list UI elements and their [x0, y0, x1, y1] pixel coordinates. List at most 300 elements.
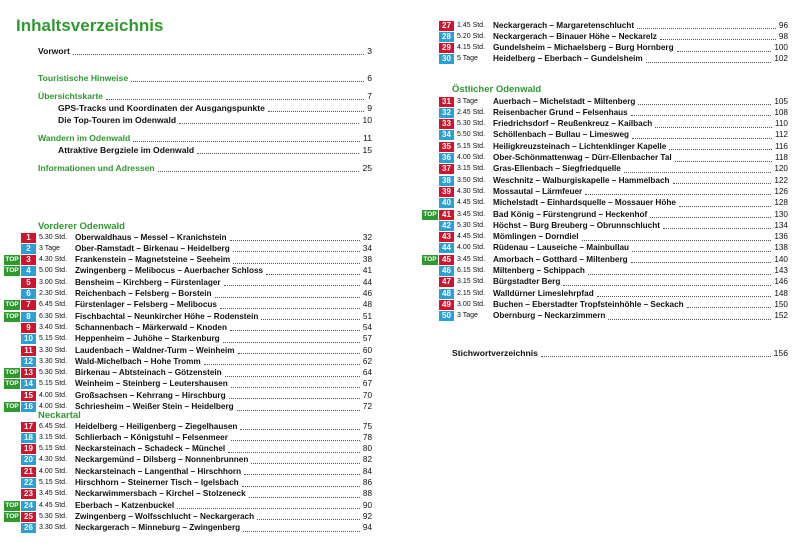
- tour-number-badge: 16: [21, 402, 36, 412]
- tour-route: Hirschhorn – Steinerner Tisch – Igelsbach: [75, 478, 239, 487]
- toc-entry[interactable]: [58, 103, 372, 114]
- tour-page: 88: [362, 489, 372, 499]
- tour-number-badge: 7: [21, 300, 36, 310]
- tour-duration: 3 Tage: [457, 312, 478, 320]
- tour-number-badge: 38: [439, 176, 454, 186]
- tour-number-badge: 11: [21, 346, 36, 356]
- tour-page: 140: [774, 254, 788, 264]
- tour-entry[interactable]: [422, 299, 788, 310]
- tour-number-badge: 42: [439, 221, 454, 231]
- tour-page: 108: [774, 107, 788, 117]
- tour-number-badge: 27: [439, 21, 454, 31]
- tour-page: 146: [774, 277, 788, 287]
- tour-duration: 3.45 Std.: [457, 255, 486, 263]
- tour-route: Auerbach – Michelstadt – Miltenberg: [493, 96, 636, 106]
- leader-dots: [637, 28, 776, 29]
- tour-page: 82: [362, 455, 372, 465]
- tour-duration: 3.40 Std.: [39, 323, 68, 331]
- tour-number-badge: 25: [21, 512, 36, 522]
- tour-entry[interactable]: [4, 345, 372, 356]
- tour-number-badge: 48: [439, 289, 454, 299]
- tour-entry[interactable]: [422, 288, 788, 299]
- tour-route: Ober-Schönmattenwag – Dürr-Ellenbacher Tal: [493, 153, 672, 162]
- leader-dots: [215, 297, 360, 298]
- top-tour-badge: TOP: [5, 369, 19, 377]
- toc-entry-label: Übersichtskarte: [38, 91, 103, 101]
- leader-dots: [231, 387, 360, 388]
- tour-number-badge: 15: [21, 391, 36, 401]
- leader-dots: [631, 262, 772, 263]
- tour-route: Neckargemünd – Dilsberg – Nonnenbrunnen: [75, 455, 249, 465]
- tour-number-badge: 28: [439, 32, 454, 42]
- tour-number-badge: 30: [439, 54, 454, 64]
- leader-dots: [238, 353, 360, 354]
- tour-page: 136: [774, 232, 788, 242]
- tour-entry[interactable]: [4, 266, 372, 277]
- tour-entry[interactable]: [4, 390, 372, 401]
- tour-number-badge: 2: [21, 244, 36, 254]
- tour-entry[interactable]: [422, 43, 788, 54]
- tour-duration: 6.45 Std.: [39, 422, 68, 430]
- tour-route: Zwingenberg – Wolfsschlucht – Neckargerach: [75, 511, 255, 521]
- leader-dots: [268, 111, 364, 112]
- tour-duration: 6.15 Std.: [457, 267, 486, 274]
- tour-route: Gundelsheim – Michaelsberg – Burg Hornberg: [493, 43, 674, 53]
- tour-page: 92: [362, 511, 372, 521]
- tour-page: 94: [362, 523, 372, 533]
- tour-page: 105: [774, 96, 788, 106]
- leader-dots: [73, 54, 364, 55]
- tour-route: Michelstadt – Einhardsquelle – Mossauer Höhe: [493, 198, 676, 208]
- top-tour-badge: TOP: [5, 501, 19, 509]
- tour-route: Höchst – Burg Breuberg – Obrunnschlucht: [493, 220, 660, 230]
- toc-entry[interactable]: [38, 133, 372, 144]
- tour-route: Frankenstein – Magnetsteine – Seeheim: [75, 255, 231, 265]
- tour-entry[interactable]: [4, 232, 372, 243]
- leader-dots: [243, 531, 360, 532]
- tour-duration: 5.20 Std.: [457, 32, 486, 40]
- tour-number-badge: 44: [439, 243, 454, 253]
- tour-page: 78: [362, 432, 372, 442]
- leader-dots: [646, 62, 772, 63]
- tour-entry[interactable]: [4, 311, 372, 322]
- tour-entry[interactable]: [4, 466, 372, 477]
- tour-number-badge: 5: [21, 278, 36, 288]
- tour-page: 112: [774, 130, 788, 140]
- tour-number-badge: 50: [439, 311, 454, 321]
- toc-entry-label: GPS-Tracks und Koordinaten der Ausgangspunkte: [58, 103, 265, 113]
- tour-duration: 5.30 Std.: [39, 369, 68, 377]
- tour-route: Bensheim – Kirchberg – Fürstenlager: [75, 277, 221, 287]
- leader-dots: [632, 251, 771, 252]
- tour-entry[interactable]: [4, 444, 372, 455]
- leader-dots: [541, 356, 771, 357]
- leader-dots: [631, 115, 772, 116]
- top-tour-badge: TOP: [5, 256, 19, 264]
- tour-route: Fürstenlager – Felsberg – Melibocus: [75, 300, 217, 310]
- leader-dots: [233, 263, 360, 264]
- tour-route: Gras-Ellenbach – Siegfriedquelle: [493, 164, 621, 174]
- top-tour-badge: TOP: [423, 210, 437, 218]
- tour-page: 130: [774, 209, 788, 219]
- tour-entry[interactable]: [422, 220, 788, 231]
- tour-number-badge: 19: [21, 444, 36, 454]
- leader-dots: [677, 51, 772, 52]
- tour-entry[interactable]: [4, 334, 372, 345]
- leader-dots: [228, 452, 360, 453]
- tour-duration: 3.00 Std.: [39, 278, 68, 286]
- tour-entry[interactable]: [422, 277, 788, 288]
- tour-duration: 5.15 Std.: [39, 479, 68, 486]
- tour-page: 122: [774, 175, 788, 185]
- tour-route: Heidelberg – Eberbach – Gundelsheim: [493, 54, 643, 64]
- leader-dots: [244, 474, 360, 475]
- tour-entry[interactable]: [4, 322, 372, 333]
- leader-dots: [230, 240, 360, 241]
- leader-dots: [220, 308, 360, 309]
- tour-entry[interactable]: [422, 254, 788, 265]
- tour-duration: 4.30 Std.: [457, 187, 486, 195]
- leader-dots: [106, 99, 364, 100]
- tour-route: Neckargerach – Margaretenschlucht: [493, 20, 635, 30]
- tour-page: 57: [362, 334, 372, 344]
- index-entry[interactable]: [452, 348, 788, 359]
- leader-dots: [673, 183, 772, 184]
- toc-entry-page: 15: [362, 145, 372, 155]
- leader-dots: [197, 153, 359, 154]
- tour-page: 98: [778, 31, 788, 41]
- tour-number-badge: 18: [21, 433, 36, 443]
- tour-route: Walldürner Limeslehrpfad: [493, 288, 594, 298]
- section-heading-vorderer: Vorderer Odenwald: [38, 221, 125, 232]
- leader-dots: [632, 138, 772, 139]
- toc-entry[interactable]: [38, 163, 372, 174]
- tour-number-badge: 6: [21, 289, 36, 299]
- leader-dots: [177, 508, 360, 509]
- tour-route: Neckarsteinach – Langenthal – Hirschhorn: [75, 466, 242, 476]
- tour-duration: 5.30 Std.: [457, 221, 486, 229]
- index-entry-page: 156: [773, 348, 788, 358]
- leader-dots: [237, 410, 360, 411]
- tour-route: Bad König – Fürstengrund – Heckenhof: [493, 209, 648, 219]
- toc-entry[interactable]: [38, 46, 372, 57]
- tour-duration: 4.45 Std.: [457, 199, 486, 207]
- tour-entry[interactable]: [422, 31, 788, 42]
- leader-dots: [585, 194, 771, 195]
- tour-route: Heidelberg – Heiligenberg – Ziegelhausen: [75, 421, 238, 431]
- tour-number-badge: 22: [21, 478, 36, 488]
- leader-dots: [650, 217, 771, 218]
- tour-number-badge: 32: [439, 108, 454, 118]
- top-tour-badge: TOP: [5, 380, 19, 388]
- tour-entry[interactable]: [4, 356, 372, 367]
- tour-entry[interactable]: [422, 141, 788, 152]
- tour-duration: 4.00 Std.: [39, 391, 68, 399]
- tour-route: Rüdenau – Lauseiche – Mainbullau: [493, 243, 630, 253]
- leader-dots: [669, 149, 772, 150]
- tour-duration: 4.45 Std.: [457, 233, 486, 241]
- tour-page: 67: [362, 379, 372, 389]
- tour-entry[interactable]: [4, 300, 372, 311]
- leader-dots: [251, 463, 360, 464]
- tour-page: 72: [362, 402, 372, 411]
- leader-dots: [608, 319, 771, 320]
- toc-entry[interactable]: [38, 73, 372, 84]
- tour-page: 148: [774, 288, 788, 298]
- tour-number-badge: 43: [439, 232, 454, 242]
- tour-number-badge: 10: [21, 334, 36, 344]
- tour-duration: 4.15 Std.: [457, 44, 486, 52]
- tour-duration: 4.30 Std.: [39, 256, 68, 264]
- tour-page: 34: [362, 243, 372, 253]
- toc-entry-page: 6: [367, 73, 372, 83]
- leader-dots: [224, 285, 360, 286]
- tour-entry[interactable]: [422, 54, 788, 65]
- tour-duration: 3.15 Std.: [457, 165, 486, 173]
- tour-duration: 4.30 Std.: [39, 456, 68, 464]
- tour-page: 75: [362, 421, 372, 431]
- tour-entry[interactable]: [4, 379, 372, 390]
- tour-duration: 5 Tage: [457, 55, 478, 63]
- tour-route: Fischbachtal – Neunkircher Höhe – Rodenstein: [75, 311, 259, 321]
- leader-dots: [242, 486, 360, 487]
- leader-dots: [240, 429, 359, 430]
- tour-page: 84: [362, 466, 372, 476]
- tour-route: Mömlingen – Dorndiel: [493, 232, 579, 242]
- tour-entry[interactable]: [422, 311, 788, 322]
- tour-route: Miltenberg – Schippach: [493, 266, 585, 275]
- tour-number-badge: 8: [21, 312, 36, 322]
- tour-entry[interactable]: [4, 511, 372, 522]
- tour-number-badge: 47: [439, 277, 454, 287]
- tour-page: 51: [362, 311, 372, 321]
- leader-dots: [638, 104, 771, 105]
- tour-route: Schannenbach – Märkerwald – Knoden: [75, 322, 227, 332]
- section-heading-oestlicher: Östlicher Odenwald: [452, 84, 542, 95]
- tour-number-badge: 41: [439, 210, 454, 220]
- tour-route: Buchen – Eberstadter Tropfsteinhöhle – Seckach: [493, 299, 684, 309]
- tour-page: 54: [362, 322, 372, 332]
- tour-route: Amorbach – Gotthard – Miltenberg: [493, 254, 628, 264]
- tour-number-badge: 31: [439, 97, 454, 107]
- top-tour-badge: TOP: [5, 301, 19, 309]
- tour-duration: 3.00 Std.: [457, 300, 486, 308]
- tour-entry[interactable]: [422, 130, 788, 141]
- tour-page: 80: [362, 444, 372, 454]
- tour-number-badge: 45: [439, 255, 454, 265]
- toc-entry-page: 7: [367, 91, 372, 101]
- tour-route: Neckarsteinach – Schadeck – Münchel: [75, 444, 226, 454]
- tour-entry[interactable]: [422, 20, 788, 31]
- tour-number-badge: 20: [21, 455, 36, 465]
- leader-dots: [131, 81, 364, 82]
- tour-entry[interactable]: [4, 421, 372, 432]
- tour-duration: 5.15 Std.: [39, 380, 68, 388]
- leader-dots: [597, 296, 772, 297]
- leader-dots: [679, 206, 771, 207]
- tour-entry[interactable]: [4, 478, 372, 489]
- tour-route: Heiligkreuzsteinach – Lichtenklinger Kapelle: [493, 141, 667, 151]
- tour-entry[interactable]: [4, 368, 372, 379]
- tour-page: 46: [362, 289, 372, 298]
- tour-duration: 5.30 Std.: [457, 120, 486, 128]
- tour-entry[interactable]: [422, 175, 788, 186]
- tour-route: Schlierbach – Königstuhl – Felsenmeer: [75, 432, 228, 442]
- tour-route: Ober-Ramstadt – Birkenau – Heidelberg: [75, 243, 230, 253]
- tour-entry[interactable]: [4, 277, 372, 288]
- leader-dots: [675, 161, 772, 162]
- tour-entry[interactable]: [422, 209, 788, 220]
- tour-entry[interactable]: [4, 432, 372, 443]
- tour-page: 70: [362, 390, 372, 400]
- tour-number-badge: 34: [439, 130, 454, 140]
- tour-duration: 6.45 Std.: [39, 301, 68, 309]
- tour-entry[interactable]: [422, 107, 788, 118]
- tour-entry[interactable]: [422, 153, 788, 164]
- tour-page: 118: [774, 153, 788, 162]
- tour-duration: 5.00 Std.: [39, 267, 68, 275]
- tour-route: Schöllenbach – Bullau – Limesweg: [493, 130, 630, 140]
- tour-entry[interactable]: [422, 243, 788, 254]
- tour-duration: 4.00 Std.: [39, 467, 68, 475]
- leader-dots: [249, 497, 360, 498]
- tour-duration: 2.30 Std.: [39, 290, 68, 297]
- tour-page: 64: [362, 368, 372, 378]
- tour-duration: 3.30 Std.: [39, 524, 68, 532]
- tour-duration: 4.45 Std.: [39, 501, 68, 509]
- tour-duration: 2.45 Std.: [457, 108, 486, 116]
- toc-entry[interactable]: [38, 91, 372, 102]
- tour-number-badge: 1: [21, 233, 36, 243]
- top-tour-badge: TOP: [5, 312, 19, 320]
- toc-entry-page: 9: [367, 103, 372, 113]
- tour-page: 41: [362, 266, 372, 276]
- tour-duration: 3.15 Std.: [39, 433, 68, 441]
- top-tour-badge: TOP: [5, 512, 19, 520]
- leader-dots: [257, 519, 360, 520]
- index-entry-label: Stichwortverzeichnis: [452, 348, 538, 358]
- tour-route: Neckargerach – Binauer Höhe – Neckarelz: [493, 31, 657, 41]
- tour-duration: 5.15 Std.: [39, 445, 68, 453]
- tour-page: 60: [362, 345, 372, 355]
- tour-page: 38: [362, 255, 372, 265]
- section-heading-neckartal: Neckartal: [38, 410, 81, 421]
- tour-page: 32: [362, 232, 372, 242]
- tour-entry[interactable]: [422, 96, 788, 107]
- tour-duration: 3.15 Std.: [457, 278, 486, 286]
- tour-route: Wald-Michelbach – Hohe Tromm: [75, 356, 201, 366]
- tour-route: Eberbach – Katzenbuckel: [75, 500, 175, 510]
- tour-duration: 5.50 Std.: [457, 131, 486, 139]
- tour-page: 150: [774, 299, 788, 309]
- toc-entry-label: Wandern im Odenwald: [38, 133, 131, 143]
- tour-duration: 3.30 Std.: [39, 357, 68, 365]
- tour-entry[interactable]: [422, 198, 788, 209]
- tour-page: 110: [774, 119, 788, 129]
- leader-dots: [133, 141, 360, 142]
- tour-route: Oberwaldhaus – Messel – Kranichstein: [75, 232, 227, 242]
- tour-page: 152: [774, 311, 788, 321]
- tour-number-badge: 23: [21, 489, 36, 499]
- tour-entry[interactable]: [4, 255, 372, 266]
- toc-entry[interactable]: [58, 115, 372, 126]
- tour-duration: 2.15 Std.: [457, 289, 486, 297]
- tour-entry[interactable]: [4, 500, 372, 511]
- tour-route: Reisenbacher Grund – Felsenhaus: [493, 107, 628, 117]
- tour-duration: 1.45 Std.: [457, 21, 486, 29]
- tour-entry[interactable]: [422, 164, 788, 175]
- tour-entry[interactable]: [422, 186, 788, 197]
- tour-number-badge: 39: [439, 187, 454, 197]
- tour-entry[interactable]: [422, 119, 788, 130]
- tour-duration: 4.00 Std.: [457, 154, 486, 161]
- tour-number-badge: 3: [21, 255, 36, 265]
- leader-dots: [563, 285, 771, 286]
- leader-dots: [204, 364, 360, 365]
- tour-entry[interactable]: [4, 489, 372, 500]
- leader-dots: [261, 319, 360, 320]
- tour-entry[interactable]: [4, 455, 372, 466]
- tour-number-badge: 4: [21, 266, 36, 276]
- tour-number-badge: 36: [439, 153, 454, 163]
- tour-page: 102: [774, 54, 788, 64]
- tour-page: 116: [774, 141, 788, 151]
- leader-dots: [582, 240, 772, 241]
- leader-dots: [158, 171, 360, 172]
- tour-page: 96: [778, 20, 788, 30]
- tour-page: 128: [774, 198, 788, 208]
- tour-route: Obernburg – Neckarzimmern: [493, 311, 606, 321]
- toc-entry[interactable]: [58, 145, 372, 156]
- tour-entry[interactable]: [422, 232, 788, 243]
- tour-route: Neckarwimmersbach – Kirchel – Stolzeneck: [75, 489, 246, 499]
- tour-entry[interactable]: [422, 266, 788, 277]
- leader-dots: [588, 274, 771, 275]
- toc-entry-label: Attraktive Bergziele im Odenwald: [58, 145, 195, 155]
- leader-dots: [223, 342, 360, 343]
- page-title: Inhaltsverzeichnis: [16, 16, 164, 35]
- tour-route: Weinheim – Steinberg – Leutershausen: [75, 379, 228, 389]
- tour-number-badge: 12: [21, 357, 36, 367]
- tour-entry[interactable]: [4, 243, 372, 254]
- leader-dots: [687, 307, 772, 308]
- tour-entry[interactable]: [4, 523, 372, 534]
- top-tour-badge: TOP: [5, 403, 19, 410]
- tour-duration: 6.30 Std.: [39, 312, 68, 320]
- tour-route: Weschnitz – Walburgiskapelle – Hammelbach: [493, 175, 670, 185]
- leader-dots: [229, 398, 360, 399]
- tour-duration: 3.45 Std.: [39, 490, 68, 498]
- tour-page: 100: [774, 43, 788, 53]
- tour-number-badge: 29: [439, 43, 454, 53]
- tour-route: Reichenbach – Felsberg – Borstein: [75, 289, 212, 298]
- tour-duration: 3.30 Std.: [39, 346, 68, 354]
- tour-number-badge: 17: [21, 422, 36, 432]
- leader-dots: [225, 376, 360, 377]
- tour-page: 126: [774, 186, 788, 196]
- tour-route: Friedrichsdorf – Reußenkreuz – Kailbach: [493, 119, 653, 129]
- toc-entry-label: Vorwort: [38, 46, 70, 56]
- tour-route: Großsachsen – Kehrrang – Hirschburg: [75, 390, 226, 400]
- tour-number-badge: 35: [439, 142, 454, 152]
- tour-number-badge: 14: [21, 379, 36, 389]
- leader-dots: [660, 39, 776, 40]
- tour-number-badge: 40: [439, 198, 454, 208]
- leader-dots: [233, 251, 360, 252]
- toc-entry-label: Informationen und Adressen: [38, 163, 155, 173]
- tour-entry[interactable]: [4, 289, 372, 300]
- tour-duration: 4.00 Std.: [457, 244, 486, 252]
